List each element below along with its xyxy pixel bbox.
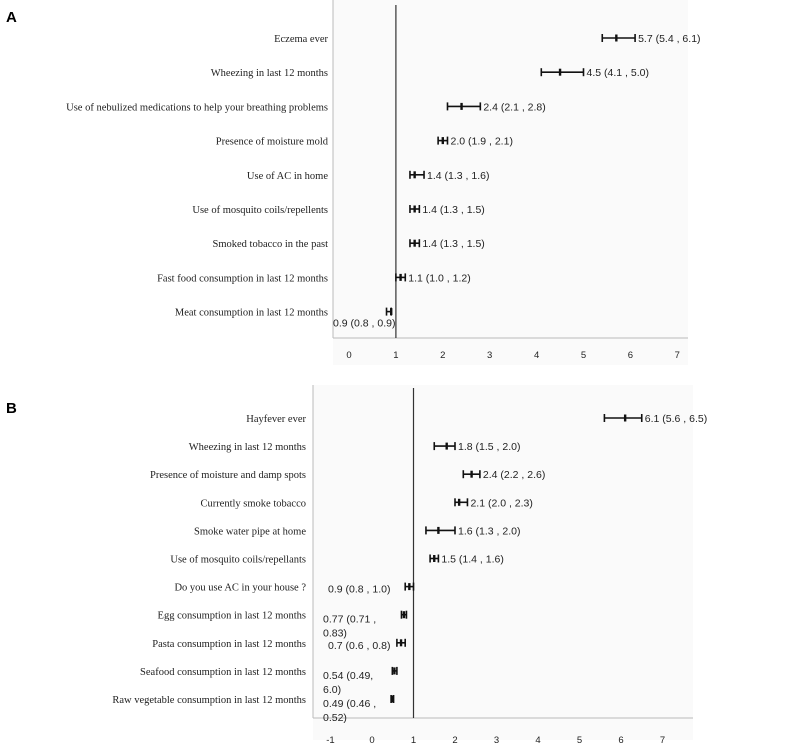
panel-b-x-tick-label: 5 bbox=[576, 735, 583, 745]
panel-b-row-label: Raw vegetable consumption in last 12 months bbox=[112, 695, 306, 706]
panel-b-x-tick-label: -1 bbox=[326, 735, 335, 745]
panel-b-value-label: 0.54 (0.49, 6.0) bbox=[323, 669, 374, 696]
panel-b bbox=[6, 385, 707, 745]
panel-b-x-tick-label: 4 bbox=[535, 735, 541, 745]
panel-b-row-label: Presence of moisture and damp spots bbox=[149, 470, 306, 482]
panel-a-row-label: Use of mosquito coils/repellents bbox=[192, 205, 328, 216]
panel-a-row-label: Meat consumption in last 12 months bbox=[174, 307, 328, 319]
panel-b-row-label: Do you use AC in your house ? bbox=[174, 582, 306, 594]
panel-b-row-label: Hayfever ever bbox=[246, 414, 306, 425]
panel-a-x-tick-label: 2 bbox=[440, 350, 446, 361]
panel-b-value-label: 2.1 (2.0 , 2.3) bbox=[470, 497, 533, 510]
panel-a-x-tick-label: 0 bbox=[346, 350, 352, 361]
panel-b-value-label: 1.5 (1.4 , 1.6) bbox=[441, 553, 504, 566]
panel-a-value-label: 2.0 (1.9 , 2.1) bbox=[450, 135, 513, 148]
panel-b-value-label: 0.77 (0.71 , 0.83) bbox=[323, 613, 377, 640]
panel-a-value-label: 5.7 (5.4 , 6.1) bbox=[638, 33, 701, 45]
panel-a-row-label: Use of nebulized medications to help your breathing problems bbox=[66, 102, 328, 114]
panel-a-x-tick-label: 7 bbox=[674, 350, 680, 361]
panel-a-letter: A bbox=[6, 9, 17, 26]
panel-b-value-label: 6.1 (5.6 , 6.5) bbox=[644, 413, 708, 425]
panel-b-row-label: Egg consumption in last 12 months bbox=[157, 610, 306, 622]
panel-b-row-label: Currently smoke tobacco bbox=[200, 498, 306, 510]
panel-b-row-label: Wheezing in last 12 months bbox=[188, 442, 306, 454]
panel-b-row-label: Seafood consumption in last 12 months bbox=[140, 666, 306, 678]
panel-a-row-label: Use of AC in home bbox=[246, 170, 328, 182]
panel-b-x-tick-label: 3 bbox=[493, 735, 500, 745]
panel-a-row-label: Eczema ever bbox=[274, 34, 328, 45]
panel-a-value-label: 2.4 (2.1 , 2.8) bbox=[483, 101, 546, 114]
panel-b-value-label: 0.7 (0.6 , 0.8) bbox=[328, 639, 391, 652]
panel-a-row-label: Wheezing in last 12 months bbox=[210, 68, 328, 80]
panel-b-x-tick-label: 0 bbox=[369, 735, 375, 745]
panel-a-x-tick-label: 4 bbox=[533, 350, 540, 361]
panel-b-x-tick-label: 2 bbox=[452, 735, 458, 745]
panel-a-x-tick-label: 5 bbox=[580, 350, 587, 361]
panel-a-x-tick-label: 3 bbox=[487, 350, 493, 361]
panel-b-row-label: Pasta consumption in last 12 months bbox=[152, 638, 306, 650]
panel-b-value-label: 0.9 (0.8 , 1.0) bbox=[328, 583, 391, 596]
panel-b-letter: B bbox=[6, 400, 17, 417]
panel-b-x-tick-label: 7 bbox=[659, 735, 666, 745]
panel-a-value-label: 1.4 (1.3 , 1.5) bbox=[422, 238, 485, 251]
panel-a-value-label: 1.4 (1.3 , 1.6) bbox=[427, 169, 490, 182]
panel-b-value-label: 1.8 (1.5 , 2.0) bbox=[458, 441, 521, 454]
panel-b-value-label: 1.6 (1.3 , 2.0) bbox=[458, 525, 521, 538]
panel-a bbox=[6, 0, 701, 365]
panel-a-row-label: Fast food consumption in last 12 months bbox=[157, 273, 328, 285]
panel-b-row-label: Use of mosquito coils/repellants bbox=[170, 554, 306, 566]
panel-a-value-label: 0.9 (0.8 , 0.9) bbox=[333, 317, 396, 330]
panel-b-x-tick-label: 6 bbox=[618, 735, 624, 745]
panel-b-row bbox=[152, 639, 405, 652]
panel-b-value-label: 2.4 (2.2 , 2.6) bbox=[482, 469, 546, 482]
panel-a-row bbox=[157, 272, 471, 284]
panel-b-row bbox=[174, 583, 413, 596]
panel-a-value-label: 1.4 (1.3 , 1.5) bbox=[422, 204, 485, 216]
panel-b-row-label: Smoke water pipe at home bbox=[194, 526, 306, 538]
panel-a-row-label: Presence of moisture mold bbox=[215, 136, 328, 148]
panel-a-x-tick-label: 1 bbox=[393, 350, 399, 361]
panel-a-x-tick-label: 6 bbox=[627, 350, 634, 361]
panel-b-value-label: 0.49 (0.46 , 0.52) bbox=[323, 698, 377, 724]
panel-a-row-label: Smoked tobacco in the past bbox=[212, 239, 328, 251]
panel-b-x-tick-label: 1 bbox=[410, 735, 417, 745]
panel-a-value-label: 1.1 (1.0 , 1.2) bbox=[408, 272, 471, 285]
panel-a-value-label: 4.5 (4.1 , 5.0) bbox=[586, 67, 649, 80]
